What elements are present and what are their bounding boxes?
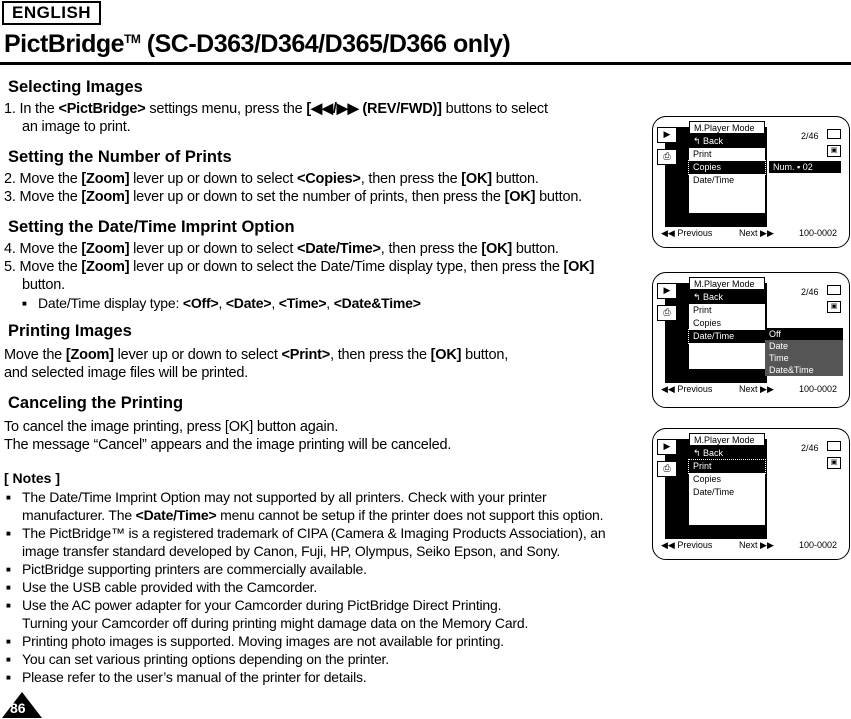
menu-copies: Copies (689, 473, 765, 486)
note-6: ■ Printing photo images is supported. Moving images are not available for printing. (22, 633, 504, 649)
side-bar (665, 439, 679, 539)
image-counter: 2/46 (801, 443, 819, 453)
step-1-cont: an image to print. (22, 119, 131, 135)
note-1-cont: manufacturer. The <Date/Time> menu cannot be setup if the printer does not support this option. (22, 507, 604, 523)
note-5: ■ Use the AC power adapter for your Camcorder during PictBridge Direct Printing. (22, 597, 501, 613)
language-tab: ENGLISH (2, 1, 101, 25)
next-label: Next ▶▶ (739, 228, 774, 238)
side-bar (665, 283, 679, 383)
memory-card-icon: ▣ (827, 457, 841, 469)
step-4: 4. Move the [Zoom] lever up or down to select <Date/Time>, then press the [OK] button. (4, 241, 559, 257)
heading-datetime: Setting the Date/Time Imprint Option (8, 218, 295, 236)
printing-line-1: Move the [Zoom] lever up or down to select <Print>, then press the [OK] button, (4, 347, 509, 363)
step-2: 2. Move the [Zoom] lever up or down to select <Copies>, then press the [OK] button. (4, 171, 539, 187)
menu-back: ↰ Back (689, 135, 765, 148)
menu-screen-print (652, 428, 850, 560)
step-1: 1. In the <PictBridge> settings menu, press the [◀◀/▶▶ (REV/FWD)] buttons to select (4, 101, 548, 117)
menu-mode: M.Player Mode (689, 433, 765, 446)
page-number: 86 (10, 700, 26, 716)
previous-label: ◀◀ Previous (661, 540, 713, 550)
note-2: ■ The PictBridge™ is a registered trademark of CIPA (Camera & Imaging Products Association), an (22, 525, 605, 541)
file-code: 100-0002 (799, 228, 838, 238)
printer-icon: ⎙ (657, 461, 677, 477)
next-label: Next ▶▶ (739, 384, 774, 394)
menu-mode: M.Player Mode (689, 121, 765, 134)
menu-blank (689, 187, 765, 200)
step-5-cont: button. (22, 277, 65, 293)
previous-label: ◀◀ Previous (661, 384, 713, 394)
menu-print: Print (689, 148, 765, 161)
heading-selecting: Selecting Images (8, 78, 143, 96)
menu-blank (689, 356, 765, 369)
playback-icon: ▶ (657, 439, 677, 455)
note-7: ■ You can set various printing options depending on the printer. (22, 651, 389, 667)
note-1: ■ The Date/Time Imprint Option may not supported by all printers. Check with your printer (22, 489, 546, 505)
note-4: ■ Use the USB cable provided with the Camcorder. (22, 579, 317, 595)
notes-heading: [ Notes ] (4, 470, 60, 486)
menu-mode: M.Player Mode (689, 277, 765, 290)
option-off: Off (765, 328, 843, 340)
menu-copies: Copies (689, 317, 765, 330)
menu-datetime: Date/Time (689, 486, 765, 499)
playback-icon: ▶ (657, 283, 677, 299)
canceling-line-2: The message “Cancel” appears and the image printing will be canceled. (4, 437, 452, 453)
menu-blank (689, 343, 765, 356)
next-label: Next ▶▶ (739, 540, 774, 550)
battery-icon (827, 285, 841, 295)
note-8: ■ Please refer to the user’s manual of the printer for details. (22, 669, 366, 685)
battery-icon (827, 129, 841, 139)
option-time: Time (765, 352, 843, 364)
printing-line-2: and selected image files will be printed. (4, 365, 249, 381)
menu-screen-datetime (652, 272, 850, 408)
previous-label: ◀◀ Previous (661, 228, 713, 238)
side-bar (665, 127, 679, 227)
playback-icon: ▶ (657, 127, 677, 143)
num-copies-value: Num. ▪ 02 (769, 161, 841, 173)
file-code: 100-0002 (799, 384, 838, 394)
menu-back: ↰ Back (689, 291, 765, 304)
printer-icon: ⎙ (657, 305, 677, 321)
title-rule (0, 62, 851, 65)
step-3: 3. Move the [Zoom] lever up or down to set the number of prints, then press the [OK] button. (4, 189, 583, 205)
memory-card-icon: ▣ (827, 145, 841, 157)
step-5: 5. Move the [Zoom] lever up or down to select the Date/Time display type, then press the [OK] (4, 259, 595, 275)
menu-screen-copies (652, 116, 850, 248)
canceling-line-1: To cancel the image printing, press [OK] button again. (4, 419, 339, 435)
menu-back: ↰ Back (689, 447, 765, 460)
file-code: 100-0002 (799, 540, 838, 550)
menu-print: Print (689, 460, 765, 473)
note-2-cont: image transfer standard developed by Canon, Fuji, HP, Olympus, Seiko Epson, and Sony. (22, 543, 561, 559)
menu-blank (689, 200, 765, 213)
menu-datetime: Date/Time (689, 330, 765, 343)
battery-icon (827, 441, 841, 451)
image-counter: 2/46 (801, 287, 819, 297)
image-counter: 2/46 (801, 131, 819, 141)
note-3: ■ PictBridge supporting printers are commercially available. (22, 561, 367, 577)
datetime-types: ■ Date/Time display type: <Off>, <Date>, <Time>, <Date&Time> (38, 295, 421, 311)
menu-blank (689, 499, 765, 512)
memory-card-icon: ▣ (827, 301, 841, 313)
page-title: PictBridge™ (SC-D363/D364/D365/D366 only) (4, 30, 511, 58)
option-date: Date (765, 340, 843, 352)
heading-canceling: Canceling the Printing (8, 394, 184, 412)
printer-icon: ⎙ (657, 149, 677, 165)
menu-copies: Copies (689, 161, 765, 174)
heading-printing: Printing Images (8, 322, 132, 340)
note-5-cont: Turning your Camcorder off during printing might damage data on the Memory Card. (22, 615, 529, 631)
option-date-time: Date&Time (765, 364, 843, 376)
menu-print: Print (689, 304, 765, 317)
menu-blank (689, 512, 765, 525)
menu-datetime: Date/Time (689, 174, 765, 187)
heading-number: Setting the Number of Prints (8, 148, 232, 166)
